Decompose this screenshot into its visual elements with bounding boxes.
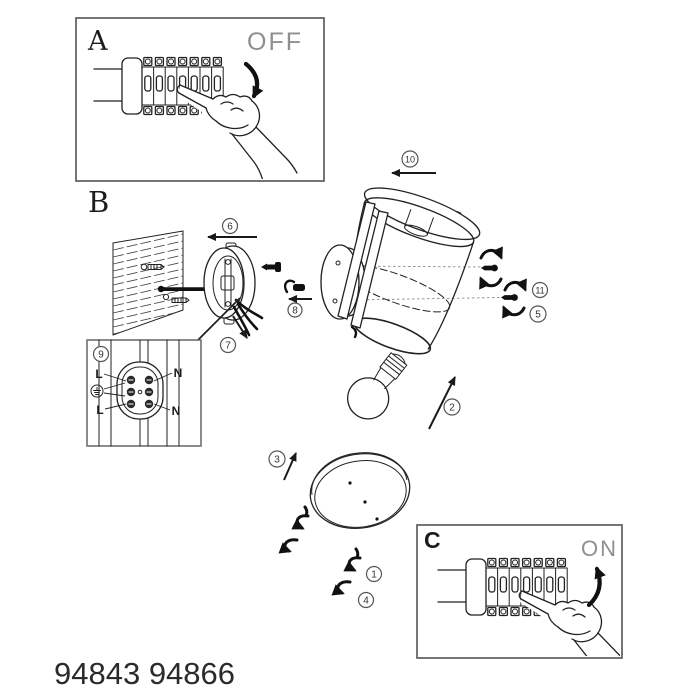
step-7-badge bbox=[221, 338, 236, 353]
panel-a-label: A bbox=[88, 26, 108, 57]
svg-text:4: 4 bbox=[363, 595, 369, 607]
svg-text:10: 10 bbox=[404, 154, 416, 165]
line-label-bottom: L bbox=[96, 403, 104, 417]
step-3-badge bbox=[269, 451, 285, 467]
svg-text:6: 6 bbox=[227, 221, 233, 233]
neutral-label-top: N bbox=[173, 366, 183, 380]
section-b-label: B bbox=[88, 185, 110, 219]
svg-text:1: 1 bbox=[371, 569, 377, 581]
svg-text:3: 3 bbox=[274, 454, 280, 466]
power-off-label: OFF bbox=[247, 28, 303, 56]
step-2-badge bbox=[444, 399, 460, 415]
step-1-badge bbox=[367, 567, 382, 582]
svg-text:11: 11 bbox=[535, 285, 545, 296]
svg-text:7: 7 bbox=[225, 340, 231, 352]
step-8-badge bbox=[288, 303, 302, 317]
power-on-label: ON bbox=[581, 536, 618, 561]
neutral-label-bottom: N bbox=[171, 404, 181, 418]
panel-c-label: C bbox=[424, 527, 441, 553]
svg-text:5: 5 bbox=[535, 309, 541, 321]
svg-text:8: 8 bbox=[292, 305, 298, 317]
svg-text:2: 2 bbox=[449, 402, 455, 414]
step-10-badge bbox=[402, 151, 418, 167]
step-9-badge bbox=[94, 347, 109, 362]
step-5-badge bbox=[530, 306, 546, 322]
line-label-top: L bbox=[95, 367, 103, 381]
step-4-badge bbox=[359, 593, 374, 608]
step-6-badge bbox=[223, 219, 238, 234]
product-codes: 94843 94866 bbox=[54, 656, 236, 691]
step-11-badge bbox=[533, 283, 548, 298]
svg-text:9: 9 bbox=[98, 349, 104, 361]
